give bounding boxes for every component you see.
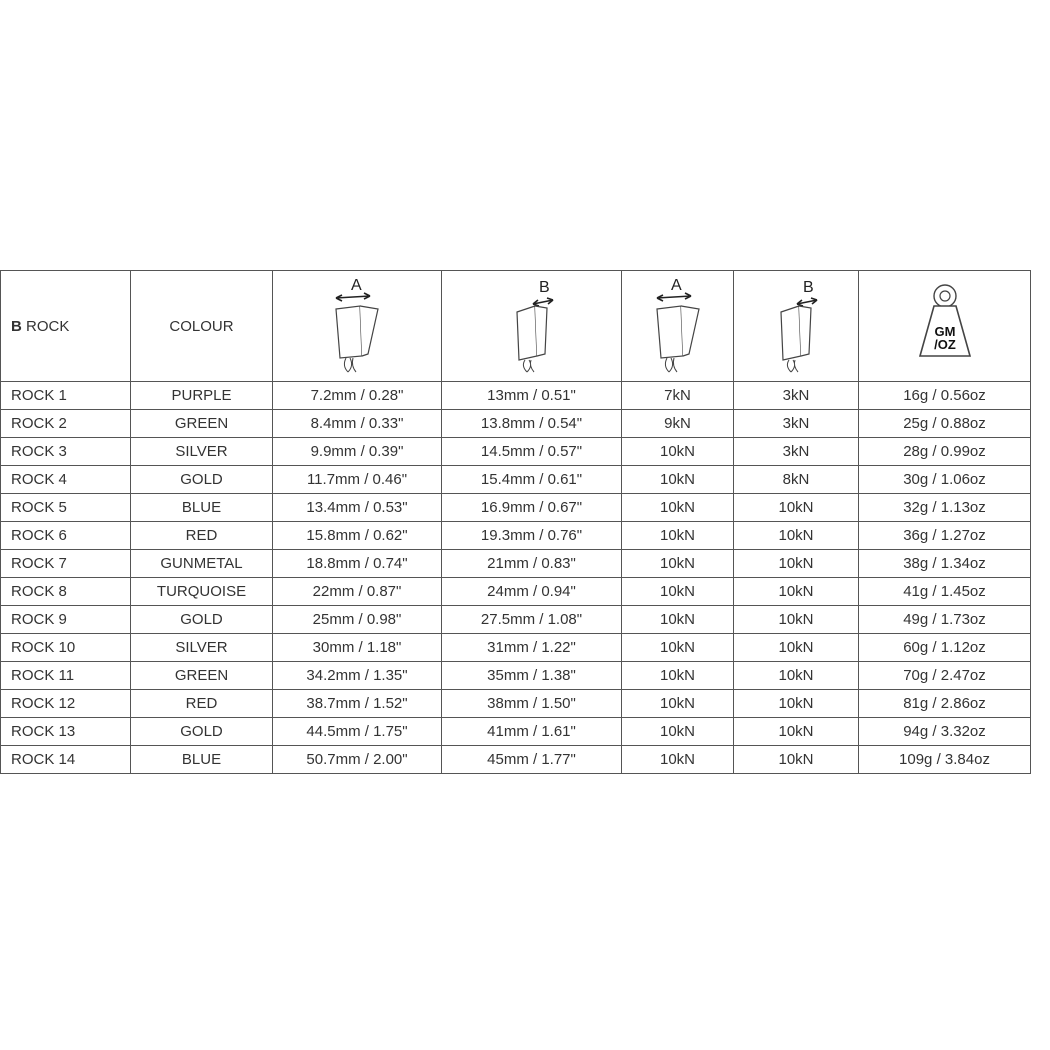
row-colour: RED [131,522,273,550]
row-name: ROCK 10 [1,634,131,662]
table-row [1,746,1031,774]
row-strength-b: 3kN [734,438,859,466]
colour-heading: COLOUR [131,271,273,382]
table-row [1,410,1031,438]
strength-b-label: B [803,279,814,296]
table-row [1,438,1031,466]
table-row [1,382,1031,410]
row-name: ROCK 1 [1,382,131,410]
row-strength-a: 10kN [622,550,734,578]
row-name: ROCK 11 [1,662,131,690]
row-weight: 16g / 0.56oz [859,382,1031,410]
row-strength-a: 10kN [622,606,734,634]
header-row [1,271,1031,382]
row-weight: 38g / 1.34oz [859,550,1031,578]
row-colour: TURQUOISE [131,578,273,606]
row-name: ROCK 12 [1,690,131,718]
row-weight: 70g / 2.47oz [859,662,1031,690]
row-strength-b: 10kN [734,690,859,718]
row-width-a: 44.5mm / 1.75" [273,718,442,746]
row-width-a: 50.7mm / 2.00" [273,746,442,774]
row-colour: RED [131,690,273,718]
row-strength-a: 10kN [622,746,734,774]
row-name: ROCK 6 [1,522,131,550]
row-width-a: 13.4mm / 0.53" [273,494,442,522]
row-name: ROCK 8 [1,578,131,606]
row-width-a: 15.8mm / 0.62" [273,522,442,550]
row-width-a: 8.4mm / 0.33" [273,410,442,438]
row-width-a: 18.8mm / 0.74" [273,550,442,578]
row-weight: 41g / 1.45oz [859,578,1031,606]
weight-icon-bottom: /OZ [933,337,956,352]
row-colour: GREEN [131,662,273,690]
brand-letter: B [11,317,22,335]
row-colour: GOLD [131,718,273,746]
row-width-b: 38mm / 1.50" [442,690,622,718]
row-strength-a: 10kN [622,522,734,550]
table-row [1,690,1031,718]
width-b-heading [442,271,622,382]
table-row [1,466,1031,494]
row-colour: BLUE [131,494,273,522]
product-heading [1,271,131,382]
table-row [1,522,1031,550]
row-colour: SILVER [131,438,273,466]
row-weight: 94g / 3.32oz [859,718,1031,746]
row-name: ROCK 7 [1,550,131,578]
width-a-heading [273,271,442,382]
strength-b-heading [734,271,859,382]
row-width-a: 22mm / 0.87" [273,578,442,606]
row-strength-a: 10kN [622,718,734,746]
row-width-b: 13.8mm / 0.54" [442,410,622,438]
row-width-a: 9.9mm / 0.39" [273,438,442,466]
row-colour: GOLD [131,606,273,634]
row-weight: 109g / 3.84oz [859,746,1031,774]
table-row [1,634,1031,662]
row-width-a: 34.2mm / 1.35" [273,662,442,690]
row-strength-b: 3kN [734,410,859,438]
row-name: ROCK 4 [1,466,131,494]
row-strength-a: 9kN [622,410,734,438]
weight-icon [910,276,980,376]
row-name: ROCK 13 [1,718,131,746]
row-strength-a: 10kN [622,438,734,466]
row-width-b: 15.4mm / 0.61" [442,466,622,494]
row-strength-b: 10kN [734,494,859,522]
table-row [1,606,1031,634]
strength-a-heading [622,271,734,382]
row-width-a: 25mm / 0.98" [273,606,442,634]
row-strength-b: 10kN [734,662,859,690]
row-width-a: 11.7mm / 0.46" [273,466,442,494]
row-strength-b: 8kN [734,466,859,494]
strength-a-label: A [670,277,682,294]
row-name: ROCK 14 [1,746,131,774]
row-weight: 60g / 1.12oz [859,634,1031,662]
row-width-b: 21mm / 0.83" [442,550,622,578]
row-width-b: 31mm / 1.22" [442,634,622,662]
row-strength-b: 10kN [734,718,859,746]
row-name: ROCK 5 [1,494,131,522]
row-strength-a: 10kN [622,494,734,522]
row-colour: GREEN [131,410,273,438]
row-weight: 36g / 1.27oz [859,522,1031,550]
table-row [1,578,1031,606]
row-weight: 32g / 1.13oz [859,494,1031,522]
row-strength-a: 10kN [622,662,734,690]
row-colour: GOLD [131,466,273,494]
row-name: ROCK 2 [1,410,131,438]
row-strength-a: 10kN [622,578,734,606]
row-strength-b: 10kN [734,606,859,634]
row-width-b: 16.9mm / 0.67" [442,494,622,522]
nut-strength-a-icon [643,276,713,376]
row-width-b: 19.3mm / 0.76" [442,522,622,550]
row-strength-a: 7kN [622,382,734,410]
row-strength-a: 10kN [622,634,734,662]
row-name: ROCK 3 [1,438,131,466]
row-strength-b: 10kN [734,746,859,774]
row-strength-b: 10kN [734,578,859,606]
row-strength-b: 10kN [734,522,859,550]
nut-width-b-icon [497,276,567,376]
row-colour: GUNMETAL [131,550,273,578]
row-weight: 28g / 0.99oz [859,438,1031,466]
nut-width-a-icon [322,276,392,376]
row-strength-b: 3kN [734,382,859,410]
row-strength-b: 10kN [734,634,859,662]
row-width-b: 24mm / 0.94" [442,578,622,606]
spec-rows [1,382,1031,774]
row-width-b: 35mm / 1.38" [442,662,622,690]
row-colour: PURPLE [131,382,273,410]
nut-strength-b-icon [761,276,831,376]
product-name: ROCK [26,317,70,335]
row-width-b: 41mm / 1.61" [442,718,622,746]
row-width-a: 7.2mm / 0.28" [273,382,442,410]
table-row [1,550,1031,578]
row-width-b: 13mm / 0.51" [442,382,622,410]
spec-table [0,270,1031,774]
row-weight: 30g / 1.06oz [859,466,1031,494]
row-width-a: 38.7mm / 1.52" [273,690,442,718]
row-weight: 25g / 0.88oz [859,410,1031,438]
table-row [1,718,1031,746]
row-strength-a: 10kN [622,690,734,718]
row-strength-a: 10kN [622,466,734,494]
row-width-b: 45mm / 1.77" [442,746,622,774]
row-colour: BLUE [131,746,273,774]
table-row [1,494,1031,522]
weight-heading [859,271,1031,382]
row-width-a: 30mm / 1.18" [273,634,442,662]
row-width-b: 14.5mm / 0.57" [442,438,622,466]
table-row [1,662,1031,690]
row-weight: 49g / 1.73oz [859,606,1031,634]
row-name: ROCK 9 [1,606,131,634]
width-b-label: B [538,279,550,296]
width-a-label: A [351,277,362,294]
row-strength-b: 10kN [734,550,859,578]
row-colour: SILVER [131,634,273,662]
weight-icon-top: GM [934,324,955,339]
row-weight: 81g / 2.86oz [859,690,1031,718]
row-width-b: 27.5mm / 1.08" [442,606,622,634]
